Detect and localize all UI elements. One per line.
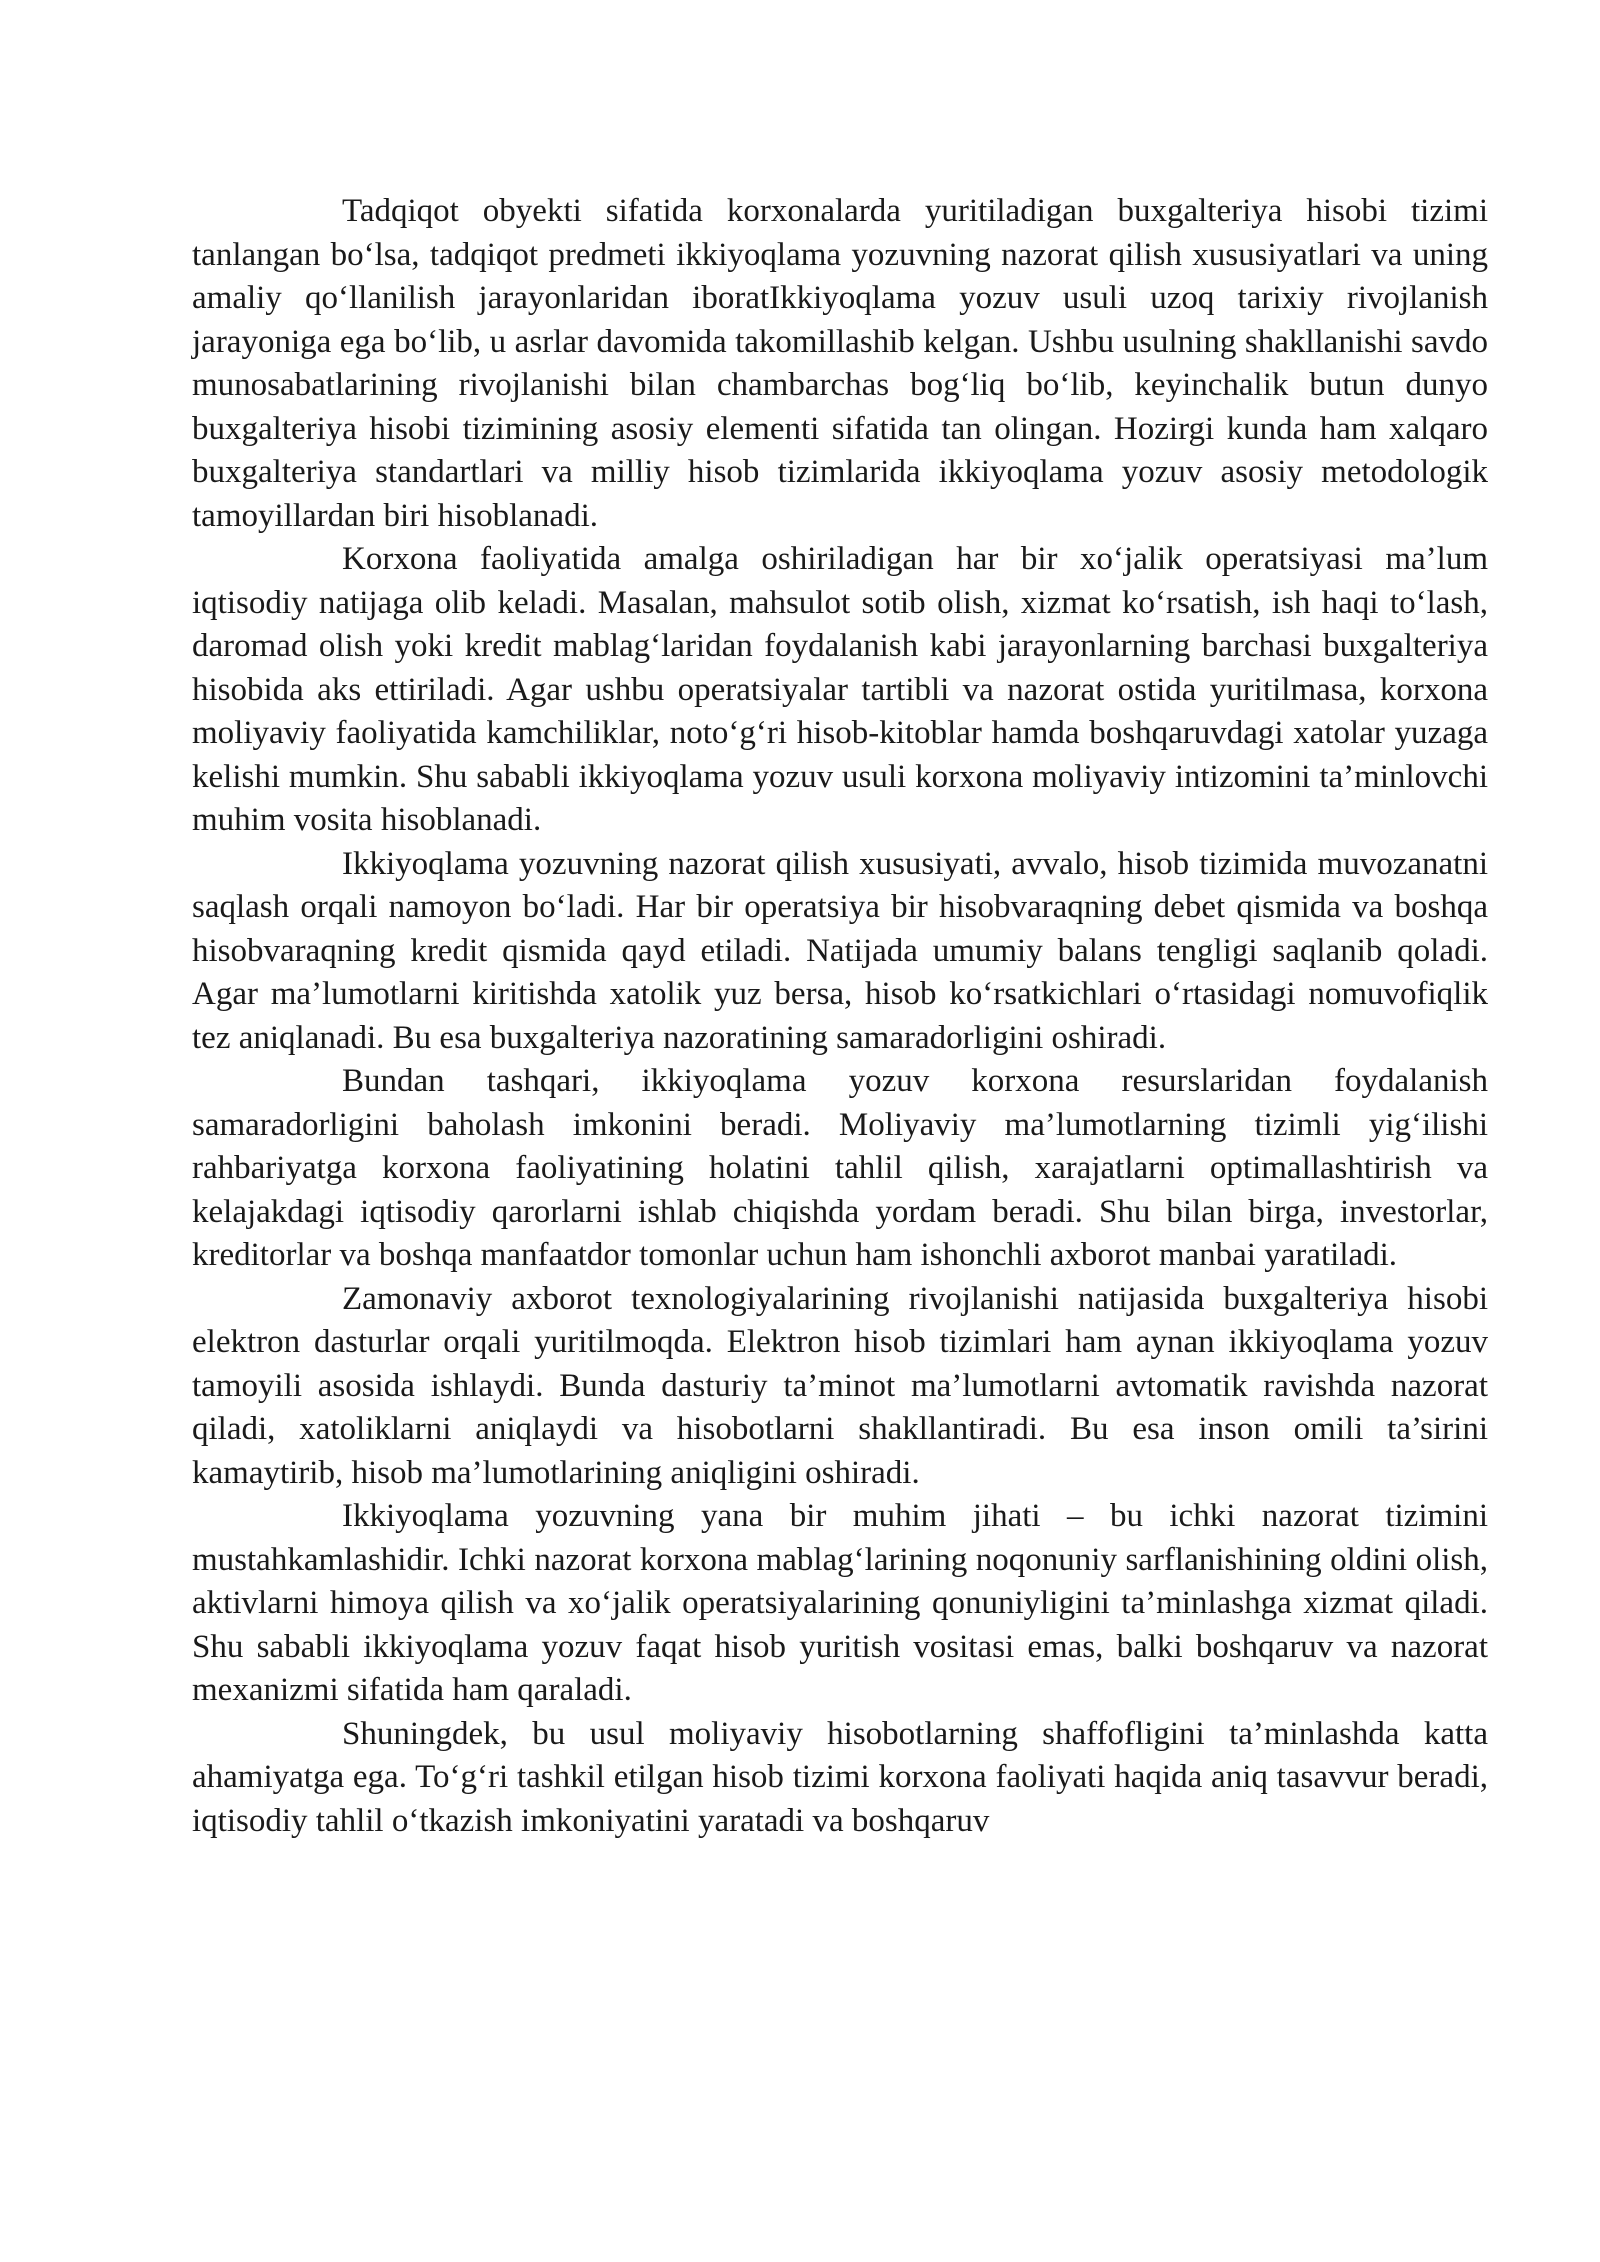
paragraph-3: Ikkiyoqlama yozuvning nazorat qilish xususiyati, avvalo, hisob tizimida muvozanatni saqlash orqali namoyon bo‘ladi. Har bir operatsiya bir hisobvaraqning debet qismida va boshqa hisobvaraqning kredit qismida qayd etiladi. Natijada umumiy balans tengligi saqlanib qoladi. Agar ma’lumotlarni kiritishda xatolik yuz bersa, hisob ko‘rsatkichlari o‘rtasidagi nomuvofiqlik tez aniqlanadi. Bu esa buxgalteriya nazoratining samaradorligini oshiradi. (192, 845, 1488, 1056)
paragraph-4: Bundan tashqari, ikkiyoqlama yozuv korxona resurslaridan foydalanish samaradorligini baholash imkonini beradi. Moliyaviy ma’lumotlarning tizimli yig‘ilishi rahbariyatga korxona faoliyatining holatini tahlil qilish, xarajatlarni optimallashtirish va kelajakdagi iqtisodiy qarorlarni ishlab chiqishda yordam beradi. Shu bilan birga, investorlar, kreditorlar va boshqa manfaatdor tomonlar uchun ham ishonchli axborot manbai yaratiladi. (192, 1063, 1488, 1273)
paragraph-7: Shuningdek, bu usul moliyaviy hisobotlarning shaffofligini ta’minlashda katta ahamiyatga ega. To‘g‘ri tashkil etilgan hisob tizimi korxona faoliyati haqida aniq tasavvur beradi, iqtisodiy tahlil o‘tkazish imkoniyatini yaratadi va boshqaruv (192, 1715, 1488, 1839)
paragraph-1: Tadqiqot obyekti sifatida korxonalarda yuritiladigan buxgalteriya hisobi tizimi tanlangan bo‘lsa, tadqiqot predmeti ikkiyoqlama yozuvning nazorat qilish xususiyatlari va uning amaliy qo‘llanilish jarayonlaridan iboratIkkiyoqlama yozuv usuli uzoq tarixiy rivojlanish jarayoniga ega bo‘lib, u asrlar davomida takomillashib kelgan. Ushbu usulning shakllanishi savdo munosabatlarining rivojlanishi bilan chambarchas bog‘liq bo‘lib, keyinchalik butun dunyo buxgalteriya hisobi tizimining asosiy elementi sifatida tan olingan. Hozirgi kunda ham xalqaro buxgalteriya standartlari va milliy hisob tizimlarida ikkiyoqlama yozuv asosiy metodologik tamoyillardan biri hisoblanadi. (192, 193, 1488, 534)
document-body (192, 190, 1488, 1843)
paragraph-2: Korxona faoliyatida amalga oshiriladigan har bir xo‘jalik operatsiyasi ma’lum iqtisodiy natijaga olib keladi. Masalan, mahsulot sotib olish, xizmat ko‘rsatish, ish haqi to‘lash, daromad olish yoki kredit mablag‘laridan foydalanish kabi jarayonlarning barchasi buxgalteriya hisobida aks ettiriladi. Agar ushbu operatsiyalar tartibli va nazorat ostida yuritilmasa, korxona moliyaviy faoliyatida kamchiliklar, noto‘g‘ri hisob-kitoblar hamda boshqaruvdagi xatolar yuzaga kelishi mumkin. Shu sababli ikkiyoqlama yozuv usuli korxona moliyaviy intizomini ta’minlovchi muhim vosita hisoblanadi. (192, 541, 1488, 838)
paragraph-5: Zamonaviy axborot texnologiyalarining rivojlanishi natijasida buxgalteriya hisobi elektron dasturlar orqali yuritilmoqda. Elektron hisob tizimlari ham aynan ikkiyoqlama yozuv tamoyili asosida ishlaydi. Bunda dasturiy ta’minot ma’lumotlarni avtomatik ravishda nazorat qiladi, xatoliklarni aniqlaydi va hisobotlarni shakllantiradi. Bu esa inson omili ta’sirini kamaytirib, hisob ma’lumotlarining aniqligini oshiradi. (192, 1280, 1488, 1491)
paragraph-6: Ikkiyoqlama yozuvning yana bir muhim jihati – bu ichki nazorat tizimini mustahkamlashidir. Ichki nazorat korxona mablag‘larining noqonuniy sarflanishining oldini olish, aktivlarni himoya qilish va xo‘jalik operatsiyalarining qonuniyligini ta’minlashga xizmat qiladi. Shu sababli ikkiyoqlama yozuv faqat hisob yuritish vositasi emas, balki boshqaruv va nazorat mexanizmi sifatida ham qaraladi. (192, 1498, 1488, 1708)
